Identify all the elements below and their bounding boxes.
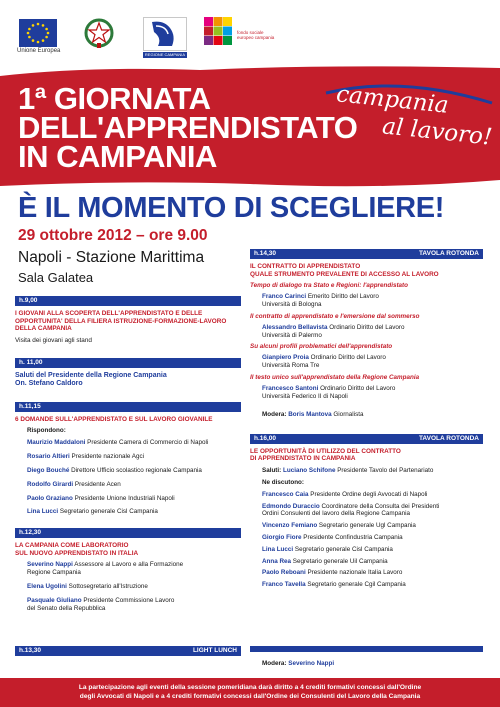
speaker-name: Edmondo Duraccio (262, 502, 320, 510)
campania-al-lavoro-slogan (322, 81, 497, 161)
speaker (262, 354, 483, 362)
speaker (262, 491, 483, 499)
time-bar (15, 402, 241, 412)
moderator-name: Severino Nappi (288, 660, 335, 667)
speaker-name: Anna Rea (262, 557, 292, 565)
speaker-name: Francesco Caia (262, 490, 309, 498)
roundtable-tag: TAVOLA ROTONDA (418, 434, 479, 442)
speaker-name: Paolo Graziano (27, 494, 73, 502)
speaker-role-line2: del Senato della Repubblica (27, 604, 106, 612)
speaker (262, 581, 483, 589)
moderator (262, 660, 334, 668)
roundtable-tag: TAVOLA ROTONDA (418, 250, 479, 257)
respondents-label: Rispondono: (27, 427, 66, 435)
time-bar (250, 249, 483, 259)
title-line: DELL'APPRENDISTATO (18, 110, 358, 145)
slot-time: h.16,00 (254, 434, 277, 442)
moderator-name: Boris Mantova (288, 410, 332, 418)
speaker-name: Vincenzo Femiano (262, 522, 318, 530)
speaker (27, 583, 241, 591)
fse-color-squares-logo (204, 17, 232, 45)
speaker-role: Presidente Camera di Commercio di Napoli (85, 439, 209, 447)
slot-heading: DI APPRENDISTATO IN CAMPANIA (250, 455, 356, 463)
speaker-name: Alessandro Bellavista (262, 323, 328, 331)
speaker (262, 293, 483, 301)
speaker-name: Giorgio Fiore (262, 533, 302, 541)
speaker (27, 508, 241, 516)
slot-note: Visita dei giovani agli stand (15, 336, 92, 344)
program-slot (15, 296, 241, 345)
program-slot (15, 528, 241, 612)
title-line: IN CAMPANIA (18, 139, 217, 174)
speaker-role-line2: Università Roma Tre (262, 362, 320, 370)
event-date: 29 ottobre 2012 – ore 9.00 (18, 227, 208, 244)
program-left-column (15, 296, 241, 612)
eu-flag-logo (19, 19, 57, 47)
speaker-name: Severino Nappi (27, 561, 73, 569)
speaker-role: Presidente nazionale Italia Lavoro (305, 569, 403, 577)
speaker-role: Presidente nazionale Agci (69, 453, 145, 461)
slot-heading: SUL NUOVO APPRENDISTATO IN ITALIA (15, 549, 139, 557)
tagline: È IL MOMENTO DI SCEGLIERE! (18, 192, 445, 224)
footer-line: degli Avvocati di Napoli e a 4 crediti formativi concessi dall'Ordine dei Consulenti del Lavoro della Campania (79, 693, 421, 700)
speaker (27, 495, 241, 503)
speaker (27, 481, 241, 489)
title-banner (0, 62, 500, 190)
speaker-role: Segretario generale Cgil Campania (305, 581, 406, 589)
speaker-role: Direttore Ufficio scolastico regionale Campania (69, 466, 202, 474)
slot-time: h. 11,00 (19, 358, 43, 366)
speaker-role: Coordinatore della Consulta dei Presidenti (319, 502, 440, 510)
fse-logo-caption: fondo sociale europeo campania (237, 30, 275, 40)
moderator-role: Giornalista (331, 410, 364, 418)
roundtable-slot (250, 434, 483, 589)
speaker-role: Segretario generale Uil Campania (291, 557, 388, 565)
greetings-role: Presidente Tavolo del Partenariato (335, 466, 434, 474)
speaker (27, 453, 241, 461)
speaker (262, 522, 483, 530)
speaker-role: Segretario generale Ugl Campania (317, 522, 416, 530)
regione-campania-caption: REGIONE CAMPANIA (144, 52, 186, 57)
slogan-line-2: al lavoro! (380, 113, 494, 151)
topic-title: Il testo unico sull'apprendistato della Regione Campania (250, 373, 420, 381)
speaker-role: Presidente Confindustria Campania (301, 533, 403, 541)
speaker-name: Maurizio Maddaloni (27, 439, 86, 447)
speaker (262, 503, 483, 511)
discussants-label: Ne discutono: (262, 478, 304, 486)
speaker (262, 324, 483, 332)
time-bar (15, 528, 241, 538)
slogan-line-1: campania (334, 81, 450, 119)
speaker-role-line2: Università di Palermo (262, 331, 322, 339)
slot-heading: LE OPPORTUNITÀ DI UTILIZZO DEL CONTRATTO (250, 447, 401, 455)
time-bar (250, 434, 483, 444)
speaker-name: Lina Lucci (27, 508, 59, 516)
slot-time: h.9,00 (19, 297, 38, 304)
slot-time: h.12,30 (19, 529, 42, 537)
speaker-role: Emerito Diritto del Lavoro (306, 293, 379, 301)
speaker-role-line2: Regione Campania (27, 569, 81, 577)
greetings (262, 467, 483, 475)
moderator (262, 411, 483, 419)
slot-heading: Saluti del Presidente della Regione Campania (15, 371, 167, 379)
speaker (27, 597, 241, 605)
speaker-role-line2: Ordini Consulenti del lavoro della Regione Campania (262, 510, 411, 518)
event-room: Sala Galatea (18, 270, 94, 285)
speaker-name: Gianpiero Proia (262, 354, 309, 362)
speaker-role: Ordinario Diritto del Lavoro (308, 354, 386, 362)
speaker-role: Ordinario Diritto del Lavoro (327, 323, 405, 331)
closing-bar (250, 646, 483, 652)
moderator-label: Modera: (262, 660, 289, 667)
credits-footer (0, 678, 500, 707)
program-slot (15, 358, 241, 388)
speaker (262, 569, 483, 577)
greetings-label: Saluti: (262, 466, 283, 474)
speaker-role: Sottosegretario all'Istruzione (66, 582, 148, 590)
speaker-role: Assessore al Lavoro e alla Formazione (72, 561, 184, 569)
topic-title: Il contratto di apprendistato e l'emersione dal sommerso (250, 312, 420, 320)
speaker-role-line2: Università Federico II di Napoli (262, 392, 348, 400)
speaker (27, 561, 241, 569)
time-bar-lunch (15, 646, 241, 656)
speaker-name: Rosario Altieri (27, 453, 70, 461)
time-bar (15, 358, 241, 368)
speaker-role: Segretario generale Cisl Campania (58, 508, 158, 516)
time-bar (15, 296, 241, 306)
greetings-name: Luciano Schifone (283, 466, 336, 474)
speaker-name: Diego Bouché (27, 466, 70, 474)
speaker-role: Presidente Ordine degli Avvocati di Napoli (308, 490, 428, 498)
slot-heading: QUALE STRUMENTO PREVALENTE DI ACCESSO AL LAVORO (250, 270, 439, 278)
speaker-role: Presidente Unione Industriali Napoli (72, 494, 175, 502)
speaker (262, 385, 483, 393)
speaker (262, 558, 483, 566)
speaker-role: Segretario generale Cisl Campania (293, 545, 393, 553)
speaker-name: Franco Carinci (262, 293, 307, 301)
speaker-name: Francesco Santoni (262, 384, 319, 392)
roundtable-slot (250, 249, 483, 419)
speaker-name: Franco Tavella (262, 581, 306, 589)
slot-heading: 6 DOMANDE SULL'APPRENDISTATO E SUL LAVORO GIOVANILE (15, 415, 213, 423)
program-right-column (250, 249, 483, 589)
speaker-name: Rodolfo Girardi (27, 480, 74, 488)
slot-time: h.14,30 (254, 250, 277, 257)
regione-campania-logo (143, 17, 187, 51)
speaker-role: Presidente Acen (73, 480, 121, 488)
speaker-name: Lina Lucci (262, 545, 294, 553)
speaker (27, 467, 241, 475)
slot-time: h.11,15 (19, 402, 41, 410)
speaker (262, 546, 483, 554)
topic-title: Tempo di dialogo tra Stato e Regioni: l'apprendistato (250, 282, 408, 290)
italian-republic-emblem (84, 17, 114, 49)
speaker-name: Elena Ugolini (27, 582, 67, 590)
slot-heading: I GIOVANI ALLA SCOPERTA DELL'APPRENDISTATO E DELLE OPPORTUNITA' DELLA FILIERA ISTRUZIONE-FORMAZIONE-LAVORO DELLA CAMPANIA (15, 310, 227, 333)
speaker-name: Paolo Reboani (262, 569, 306, 577)
slot-heading: IL CONTRATTO DI APPRENDISTATO (250, 263, 361, 270)
speaker-role: Ordinario Diritto del Lavoro (318, 384, 396, 392)
speaker-role: Presidente Commissione Lavoro (81, 596, 175, 604)
footer-line: La partecipazione agli eventi della sessione pomeridiana darà diritto a 4 crediti formativi concessi dall'Ordine (78, 684, 422, 691)
logo-strip (0, 0, 500, 62)
title-line: 1ª GIORNATA (18, 81, 211, 116)
slot-time: h.13,30 (19, 647, 42, 654)
event-place: Napoli - Stazione Marittima (18, 249, 205, 266)
speaker-name: Pasquale Giuliano (27, 596, 82, 604)
lunch-label: LIGHT LUNCH (192, 647, 237, 654)
topic-title: Su alcuni profili problematici dell'apprendistato (250, 343, 393, 351)
moderator-label: Modera: (262, 410, 289, 418)
program-slot (15, 402, 241, 516)
speaker-role-line2: Università di Bologna (262, 300, 322, 308)
speaker (262, 534, 483, 542)
eu-logo-caption: Unione Europea (17, 48, 61, 54)
slot-heading: LA CAMPANIA COME LABORATORIO (15, 542, 129, 550)
speaker (27, 439, 241, 447)
slot-subheading: On. Stefano Caldoro (15, 379, 83, 387)
